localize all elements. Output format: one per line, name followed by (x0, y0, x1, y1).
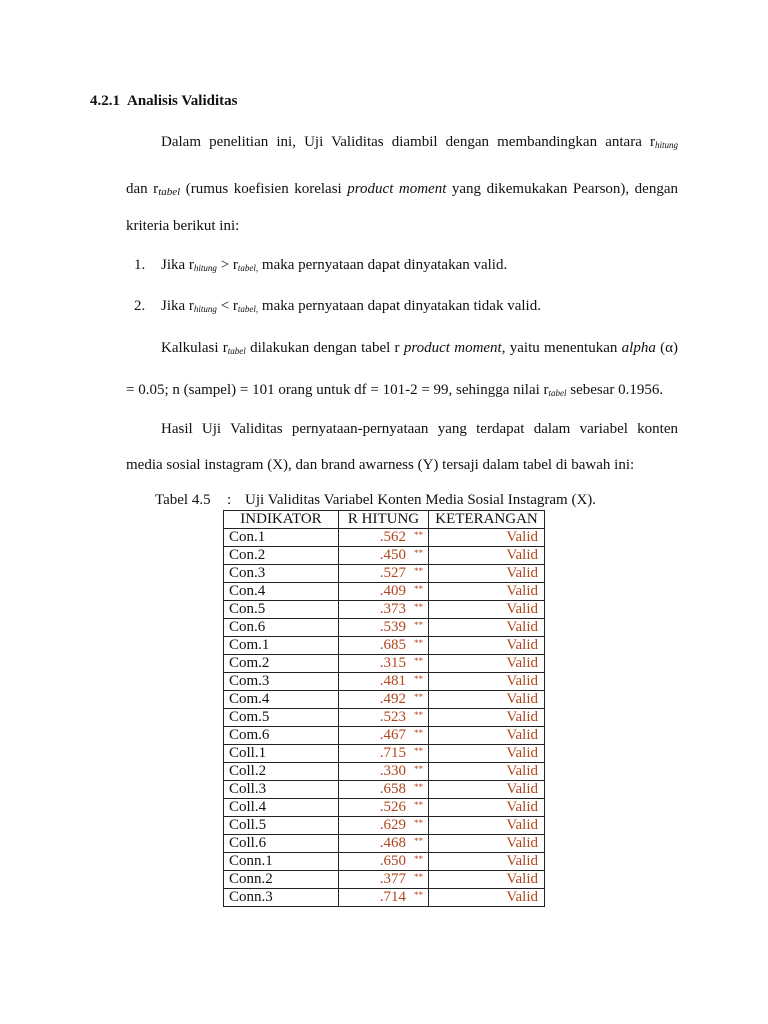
indikator-cell: Con.4 (224, 583, 339, 601)
header-keterangan: KETERANGAN (429, 511, 545, 529)
table-row (224, 637, 545, 655)
r-hitung-value: .562 (379, 529, 406, 545)
significance-star: ** (414, 584, 423, 594)
significance-star: ** (414, 836, 423, 846)
section-heading (90, 93, 237, 110)
r-hitung-value: .629 (379, 817, 406, 833)
indikator-cell: Com.2 (224, 655, 339, 673)
keterangan-cell: Valid (429, 709, 545, 727)
keterangan-cell: Valid (429, 727, 545, 745)
r-hitung-cell (339, 673, 429, 691)
significance-star: ** (414, 656, 423, 666)
table-row (224, 745, 545, 763)
r-hitung-value: .658 (379, 781, 406, 797)
keterangan-cell: Valid (429, 655, 545, 673)
keterangan-cell: Valid (429, 745, 545, 763)
r-hitung-value: .467 (379, 727, 406, 743)
indikator-cell: Com.6 (224, 727, 339, 745)
r-hitung-cell (339, 745, 429, 763)
r-hitung-cell (339, 781, 429, 799)
table-row (224, 799, 545, 817)
significance-star: ** (414, 692, 423, 702)
list-item: 1. Jika $r_{hitung} > r_{tabel,}$ maka pernyataan dapat dinyatakan valid. (134, 257, 508, 273)
table-row (224, 835, 545, 853)
keterangan-cell: Valid (429, 889, 545, 907)
significance-star: ** (414, 746, 423, 756)
r-hitung-cell (339, 565, 429, 583)
r-hitung-value: .685 (379, 637, 406, 653)
table-row (224, 817, 545, 835)
significance-star: ** (414, 674, 423, 684)
significance-star: ** (414, 620, 423, 630)
significance-star: ** (414, 782, 423, 792)
r-hitung-cell (339, 655, 429, 673)
significance-star: ** (414, 548, 423, 558)
indikator-cell: Conn.1 (224, 853, 339, 871)
r-hitung-value: .526 (379, 799, 406, 815)
r-hitung-cell (339, 889, 429, 907)
r-hitung-cell (339, 853, 429, 871)
table-row (224, 709, 545, 727)
table-row (224, 727, 545, 745)
r-hitung-cell (339, 817, 429, 835)
keterangan-cell: Valid (429, 583, 545, 601)
indikator-cell: Conn.3 (224, 889, 339, 907)
keterangan-cell: Valid (429, 565, 545, 583)
r-hitung-cell (339, 619, 429, 637)
significance-star: ** (414, 566, 423, 576)
indikator-cell: Con.5 (224, 601, 339, 619)
significance-star: ** (414, 602, 423, 612)
significance-star: ** (414, 530, 423, 540)
keterangan-cell: Valid (429, 817, 545, 835)
r-hitung-cell (339, 601, 429, 619)
r-hitung-cell (339, 691, 429, 709)
para3-line2: media sosial instagram (X), dan brand awarness (Y) tersaji dalam tabel di bawah ini: (126, 457, 635, 473)
table-row (224, 691, 545, 709)
header-r-hitung: R HITUNG (339, 511, 429, 529)
table-row (224, 547, 545, 565)
keterangan-cell: Valid (429, 547, 545, 565)
keterangan-cell: Valid (429, 799, 545, 817)
section-title: Analisis Validitas (127, 93, 238, 109)
table-caption (155, 492, 596, 509)
keterangan-cell: Valid (429, 763, 545, 781)
indikator-cell: Con.2 (224, 547, 339, 565)
r-hitung-cell (339, 547, 429, 565)
r-hitung-cell (339, 637, 429, 655)
indikator-cell: Con.1 (224, 529, 339, 547)
validity-table (223, 510, 545, 907)
significance-star: ** (414, 818, 423, 828)
significance-star: ** (414, 872, 423, 882)
keterangan-cell: Valid (429, 781, 545, 799)
table-row (224, 853, 545, 871)
indikator-cell: Com.3 (224, 673, 339, 691)
indikator-cell: Coll.4 (224, 799, 339, 817)
keterangan-cell: Valid (429, 691, 545, 709)
significance-star: ** (414, 764, 423, 774)
table-row (224, 673, 545, 691)
keterangan-cell: Valid (429, 673, 545, 691)
significance-star: ** (414, 728, 423, 738)
table-row (224, 529, 545, 547)
r-hitung-cell (339, 529, 429, 547)
indikator-cell: Coll.1 (224, 745, 339, 763)
table-row (224, 763, 545, 781)
para2-line1: Kalkulasi $r_{tabel}$ dilakukan dengan tabel r product moment, yaitu menentukan alpha (α) (161, 340, 678, 356)
r-hitung-value: .523 (379, 709, 406, 725)
r-hitung-value: .315 (379, 655, 406, 671)
r-hitung-value: .539 (379, 619, 406, 635)
keterangan-cell: Valid (429, 853, 545, 871)
keterangan-cell: Valid (429, 529, 545, 547)
r-hitung-cell (339, 799, 429, 817)
indikator-cell: Conn.2 (224, 871, 339, 889)
table-header-row (224, 511, 545, 529)
r-hitung-value: .373 (379, 601, 406, 617)
indikator-cell: Coll.6 (224, 835, 339, 853)
significance-star: ** (414, 890, 423, 900)
keterangan-cell: Valid (429, 871, 545, 889)
significance-star: ** (414, 854, 423, 864)
caption-label: Tabel 4.5 (155, 492, 211, 508)
section-number: 4.2.1 (90, 93, 120, 109)
indikator-cell: Com.4 (224, 691, 339, 709)
caption-text: Uji Validitas Variabel Konten Media Sosial Instagram (X). (245, 492, 597, 508)
indikator-cell: Con.6 (224, 619, 339, 637)
indikator-cell: Com.1 (224, 637, 339, 655)
para2-line2: = 0.05; n (sampel) = 101 orang untuk df = 101-2 = 99, sehingga nilai $r_{tabel}$ sebesar 0.1956. (126, 382, 664, 398)
indikator-cell: Coll.5 (224, 817, 339, 835)
r-hitung-value: .377 (379, 871, 406, 887)
r-hitung-value: .492 (379, 691, 406, 707)
table-row (224, 583, 545, 601)
para1-line3: kriteria berikut ini: (126, 218, 240, 234)
table-row (224, 565, 545, 583)
r-hitung-cell (339, 763, 429, 781)
r-hitung-cell (339, 727, 429, 745)
r-hitung-cell (339, 871, 429, 889)
indikator-cell: Coll.2 (224, 763, 339, 781)
keterangan-cell: Valid (429, 835, 545, 853)
table-row (224, 781, 545, 799)
table-row (224, 655, 545, 673)
table-row (224, 889, 545, 907)
indikator-cell: Com.5 (224, 709, 339, 727)
r-hitung-value: .527 (379, 565, 406, 581)
r-hitung-value: .330 (379, 763, 406, 779)
table-row (224, 619, 545, 637)
significance-star: ** (414, 800, 423, 810)
para3-line1: Hasil Uji Validitas pernyataan-pernyataan yang terdapat dalam variabel konten (161, 421, 678, 437)
header-indikator: INDIKATOR (224, 511, 339, 529)
r-hitung-cell (339, 835, 429, 853)
r-hitung-value: .468 (379, 835, 406, 851)
indikator-cell: Coll.3 (224, 781, 339, 799)
table-row (224, 601, 545, 619)
keterangan-cell: Valid (429, 601, 545, 619)
keterangan-cell: Valid (429, 637, 545, 655)
r-hitung-cell (339, 583, 429, 601)
r-hitung-value: .714 (379, 889, 406, 905)
r-hitung-value: .481 (379, 673, 406, 689)
keterangan-cell: Valid (429, 619, 545, 637)
table-row (224, 871, 545, 889)
indikator-cell: Con.3 (224, 565, 339, 583)
r-hitung-value: .715 (379, 745, 406, 761)
table-body (224, 529, 545, 907)
significance-star: ** (414, 638, 423, 648)
r-hitung-value: .450 (379, 547, 406, 563)
significance-star: ** (414, 710, 423, 720)
r-hitung-value: .650 (379, 853, 406, 869)
r-hitung-cell (339, 709, 429, 727)
r-hitung-value: .409 (379, 583, 406, 599)
para1-line1: Dalam penelitian ini, Uji Validitas diambil dengan membandingkan antara $r_{hitung}$ (161, 134, 678, 150)
caption-separator: : (227, 492, 232, 508)
para1-line2: dan $r_{tabel}$ (rumus koefisien korelasi product moment yang dikemukakan Pearson), dengan (126, 181, 678, 198)
list-item: 2. Jika $r_{hitung} < r_{tabel,}$ maka pernyataan dapat dinyatakan tidak valid. (134, 298, 541, 314)
